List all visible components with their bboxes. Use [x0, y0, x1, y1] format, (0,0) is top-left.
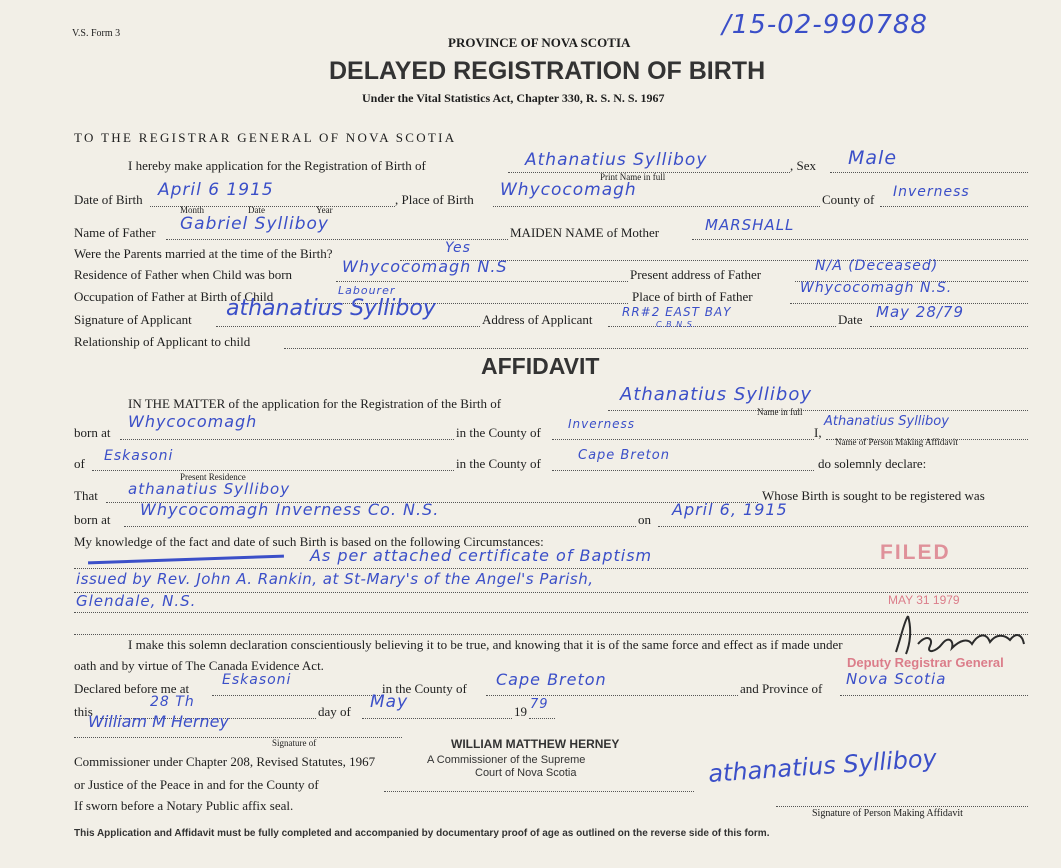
declaration-line-2: oath and by virtue of The Canada Evidence Act.	[74, 658, 324, 673]
dotted-line	[552, 439, 814, 440]
dotted-line	[124, 526, 636, 527]
day-value: 28 Th	[150, 694, 195, 710]
born-at-label-2: born at	[74, 512, 111, 527]
name-in-full-caption: Name in full	[757, 407, 803, 417]
year-prefix: 19	[514, 704, 527, 719]
print-name-caption: Print Name in full	[600, 172, 666, 182]
father-birthplace-label: Place of birth of Father	[632, 289, 753, 304]
occupation-value: Labourer	[338, 284, 396, 297]
dotted-line	[212, 695, 382, 696]
month-caption: Month	[180, 205, 205, 215]
married-value: Yes	[445, 240, 471, 256]
relationship-label: Relationship of Applicant to child	[74, 334, 251, 349]
matter-name-value: Athanatius Sylliboy	[620, 384, 812, 405]
that-name-value: athanatius Sylliboy	[128, 480, 291, 498]
dotted-line	[552, 470, 814, 471]
place-value: Whycocomagh	[500, 180, 637, 200]
of-label: of	[74, 456, 85, 471]
county2-value: Cape Breton	[578, 448, 670, 463]
dotted-line	[830, 172, 1028, 173]
child-name-value: Athanatius Sylliboy	[525, 150, 708, 170]
father-birthplace-value: Whycocomagh N.S.	[800, 280, 953, 296]
declaration-line-1: I make this solemn declaration conscientiously believing it to be true, and knowing that it is of the same force and effect as if made under	[128, 637, 843, 652]
dotted-line	[362, 718, 512, 719]
dotted-line	[692, 239, 1028, 240]
county-label: County of	[822, 192, 875, 207]
filed-stamp: FILED	[880, 541, 951, 564]
address-value: RR#2 EAST BAY	[622, 305, 732, 319]
month-value: May	[370, 692, 409, 712]
dotted-line	[384, 791, 694, 792]
notary-label: If sworn before a Notary Public affix seal.	[74, 798, 294, 813]
circumstance-line-1: As per attached certificate of Baptism	[310, 546, 653, 565]
commissioner-signature: William M Herney	[88, 712, 229, 731]
mother-value: MARSHALL	[705, 216, 795, 234]
sex-value: Male	[848, 147, 898, 169]
date-value: May 28/79	[876, 303, 965, 321]
that-label: That	[74, 488, 98, 503]
signature-label: Signature of Applicant	[74, 312, 192, 327]
act-subtitle: Under the Vital Statistics Act, Chapter 330, R. S. N. S. 1967	[362, 91, 665, 105]
commissioner-label: Commissioner under Chapter 208, Revised Statutes, 1967	[74, 754, 376, 769]
father-label: Name of Father	[74, 225, 156, 240]
commissioner-name: WILLIAM MATTHEW HERNEY	[451, 737, 620, 751]
residence-label: Residence of Father when Child was born	[74, 267, 293, 282]
county-label: in the County of	[456, 425, 541, 440]
filed-stamp-date: MAY 31 1979	[888, 593, 960, 607]
dotted-line	[92, 470, 454, 471]
form-title: DELAYED REGISTRATION OF BIRTH	[329, 57, 766, 85]
dotted-line	[658, 526, 1028, 527]
province-heading: PROVINCE OF NOVA SCOTIA	[448, 35, 631, 50]
present-address-value: N/A (Deceased)	[815, 258, 939, 274]
year-caption: Year	[316, 205, 333, 215]
date-caption: Date	[248, 205, 265, 215]
married-label: Were the Parents married at the time of the Birth?	[74, 246, 333, 261]
of-place-value: Eskasoni	[104, 448, 174, 464]
dotted-line	[284, 348, 1028, 349]
dotted-line	[870, 326, 1028, 327]
deponent-signature-caption: Signature of Person Making Affidavit	[812, 808, 963, 819]
affidavit-heading: AFFIDAVIT	[481, 353, 600, 379]
dotted-line	[486, 695, 738, 696]
born-date-value: April 6, 1915	[672, 500, 788, 519]
occupation-label: Occupation of Father at Birth of Child	[74, 289, 274, 304]
dob-label: Date of Birth	[74, 192, 143, 207]
province-value: Nova Scotia	[846, 670, 947, 688]
dotted-line	[216, 326, 480, 327]
strikethrough-mark	[88, 555, 284, 565]
commissioner-title-1: A Commissioner of the Supreme	[427, 754, 586, 766]
signature-of-caption: Signature of	[272, 738, 317, 748]
county3-label: in the County of	[382, 681, 467, 696]
registration-number: /15-02-990788	[722, 10, 928, 40]
dotted-line	[608, 326, 836, 327]
justice-label: or Justice of the Peace in and for the County of	[74, 777, 319, 792]
deponent-value: Athanatius Sylliboy	[824, 414, 949, 429]
this-label: this	[74, 704, 93, 719]
deponent-signature: athanatius Sylliboy	[707, 744, 938, 788]
commissioner-title-2: Court of Nova Scotia	[475, 767, 577, 779]
applicant-signature: athanatius Sylliboy	[226, 296, 436, 321]
dotted-line	[74, 737, 402, 738]
present-residence-caption: Present Residence	[180, 472, 246, 482]
circumstance-line-3: Glendale, N.S.	[76, 592, 197, 610]
county-value: Inverness	[893, 184, 970, 200]
declared-at-value: Eskasoni	[222, 672, 292, 688]
addressee: TO THE REGISTRAR GENERAL OF NOVA SCOTIA	[74, 130, 457, 145]
county-label-2: in the County of	[456, 456, 541, 471]
residence-value: Whycocomagh N.S	[342, 257, 508, 276]
born-place-value: Whycocomagh Inverness Co. N.S.	[140, 500, 440, 519]
i-label: I,	[814, 425, 822, 440]
declared-label: Declared before me at	[74, 681, 190, 696]
dotted-line	[608, 410, 1028, 411]
day-of-label: day of	[318, 704, 351, 719]
mother-label: MAIDEN NAME of Mother	[510, 225, 660, 240]
year-value: 79	[530, 697, 549, 712]
intro-label: I hereby make application for the Registration of Birth of	[128, 158, 426, 173]
province-label: and Province of	[740, 681, 823, 696]
matter-label: IN THE MATTER of the application for the Registration of the Birth of	[128, 396, 502, 411]
county-value: Inverness	[568, 417, 636, 431]
dotted-line	[120, 439, 454, 440]
date-label: Date	[838, 312, 863, 327]
dotted-line	[493, 206, 820, 207]
dotted-line	[74, 592, 1028, 593]
born-at-label: born at	[74, 425, 111, 440]
address-label: Address of Applicant	[482, 312, 593, 327]
sex-label: , Sex	[790, 158, 816, 173]
circumstance-line-2: issued by Rev. John A. Rankin, at St-Mary's of the Angel's Parish,	[76, 570, 594, 588]
footer-note: This Application and Affidavit must be fully completed and accompanied by documentary proof of age as outlined on the reverse side of this form.	[74, 828, 770, 839]
form-code: V.S. Form 3	[72, 28, 121, 39]
whose-birth-label: Whose Birth is sought to be registered was	[762, 488, 985, 503]
address-value-line2: C.B.N.S.	[656, 320, 697, 329]
born-at-value: Whycocomagh	[128, 412, 258, 431]
solemnly-label: do solemnly declare:	[818, 456, 927, 471]
present-address-label: Present address of Father	[630, 267, 762, 282]
place-label: , Place of Birth	[395, 192, 474, 207]
dotted-line	[74, 568, 1028, 569]
dotted-line	[336, 281, 628, 282]
deputy-registrar-stamp: Deputy Registrar General	[847, 655, 1004, 670]
dotted-line	[840, 695, 1028, 696]
dob-value: April 6 1915	[158, 180, 274, 200]
knowledge-label: My knowledge of the fact and date of such Birth is based on the following Circumstances:	[74, 534, 544, 549]
dotted-line	[880, 206, 1028, 207]
on-label: on	[638, 512, 651, 527]
father-value: Gabriel Sylliboy	[180, 214, 329, 234]
dotted-line	[529, 718, 555, 719]
dotted-line	[776, 806, 1028, 807]
deponent-caption: Name of Person Making Affidavit	[835, 437, 958, 447]
county3-value: Cape Breton	[496, 670, 607, 689]
